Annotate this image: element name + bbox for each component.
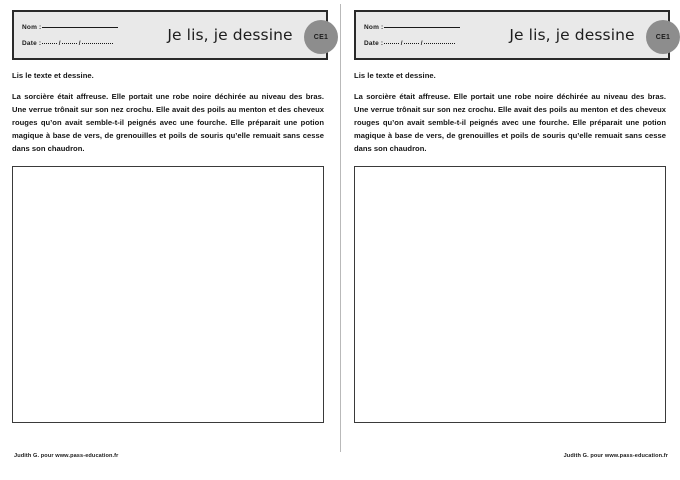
date-label-right: Date : bbox=[364, 39, 384, 47]
footer-url-left[interactable]: www.pass-education.fr bbox=[55, 453, 119, 459]
worksheet-title-right: Je lis, je dessine bbox=[509, 26, 635, 44]
date-separator-2-left: / bbox=[78, 39, 81, 47]
name-field-row-right[interactable] bbox=[364, 24, 488, 31]
instruction-text-right: Lis le texte et dessine. bbox=[354, 71, 436, 80]
worksheet-panel-right bbox=[340, 0, 680, 480]
student-id-block-left bbox=[14, 24, 146, 47]
footer-author-left: Judith G. pour bbox=[14, 453, 56, 459]
grade-level-badge-right: CE1 bbox=[646, 20, 680, 54]
worksheet-title-left: Je lis, je dessine bbox=[167, 26, 293, 44]
name-label-right: Nom : bbox=[364, 23, 384, 31]
date-day-line-left[interactable] bbox=[42, 43, 57, 44]
name-field-row-left[interactable] bbox=[22, 24, 146, 31]
date-separator-2-right: / bbox=[420, 39, 423, 47]
story-text-right: La sorcière était affreuse. Elle portait une robe noire déchirée au niveau des bras. Une verrue trônait sur son nez crochu. Elle avait des poils au menton et des cheveux rouges qu’on avait semble-t-il peignés avec une fourche. Elle préparait une potion magique à base de vers, de grenouilles et poils de souris qu’elle remuait sans cesse dans son chaudron. bbox=[354, 92, 666, 154]
student-id-block-right bbox=[356, 24, 488, 47]
footer-url-right[interactable]: www.pass-education.fr bbox=[604, 453, 668, 459]
date-separator-1-right: / bbox=[400, 39, 403, 47]
instruction-text-left: Lis le texte et dessine. bbox=[12, 71, 94, 80]
date-year-line-left[interactable] bbox=[82, 43, 113, 44]
name-label-left: Nom : bbox=[22, 23, 42, 31]
worksheet-header-right bbox=[354, 10, 670, 60]
date-month-line-right[interactable] bbox=[404, 43, 419, 44]
name-write-line-right[interactable] bbox=[384, 27, 460, 28]
date-separator-1-left: / bbox=[58, 39, 61, 47]
date-field-row-left[interactable] bbox=[22, 40, 146, 47]
drawing-area-left[interactable] bbox=[12, 166, 324, 423]
panel-content-right bbox=[354, 10, 670, 423]
footer-right bbox=[564, 453, 668, 459]
footer-author-right: Judith G. pour bbox=[563, 453, 605, 459]
footer-left bbox=[14, 453, 118, 459]
date-day-line-right[interactable] bbox=[384, 43, 399, 44]
story-text-left: La sorcière était affreuse. Elle portait une robe noire déchirée au niveau des bras. Une verrue trônait sur son nez crochu. Elle avait des poils au menton et des cheveux rouges qu’on avait semble-t-il peignés avec une fourche. Elle préparait une potion magique à base de vers, de grenouilles et poils de souris qu’elle remuait sans cesse dans son chaudron. bbox=[12, 92, 324, 154]
panel-content-left bbox=[12, 10, 328, 423]
date-month-line-left[interactable] bbox=[62, 43, 77, 44]
date-year-line-right[interactable] bbox=[424, 43, 455, 44]
date-field-row-right[interactable] bbox=[364, 40, 488, 47]
worksheet-header-left bbox=[12, 10, 328, 60]
name-write-line-left[interactable] bbox=[42, 27, 118, 28]
date-label-left: Date : bbox=[22, 39, 42, 47]
grade-level-badge-left: CE1 bbox=[304, 20, 338, 54]
drawing-area-right[interactable] bbox=[354, 166, 666, 423]
